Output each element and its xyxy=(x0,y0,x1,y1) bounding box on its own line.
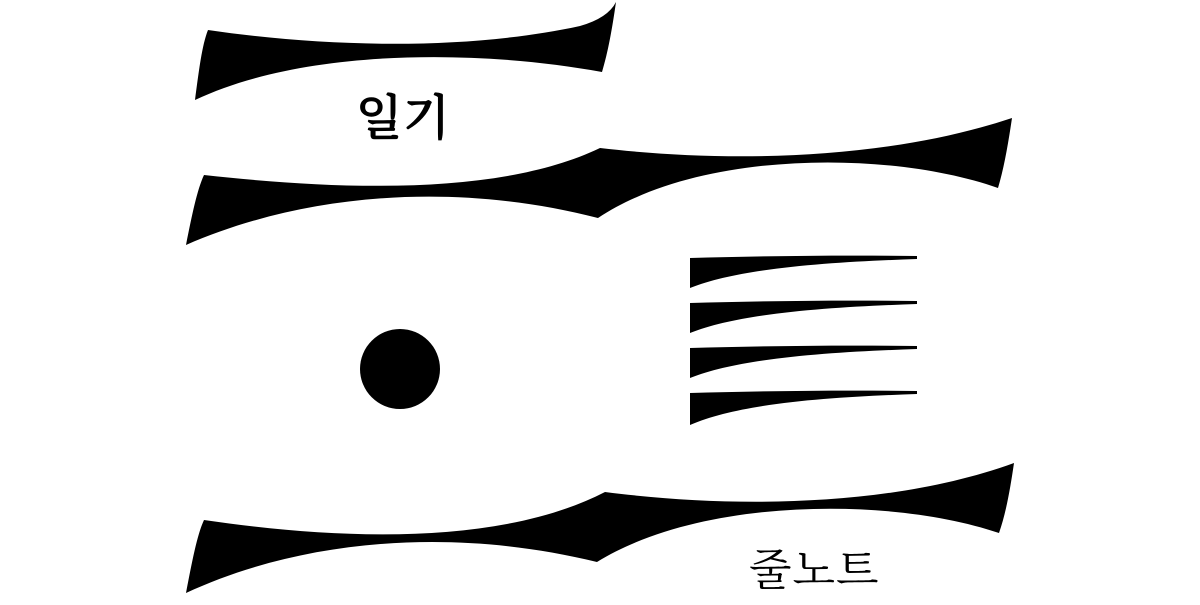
diary-label: 일기 xyxy=(356,90,451,146)
dot-icon xyxy=(360,329,440,409)
note-line-1 xyxy=(690,256,917,288)
lined-note-label: 줄노트 xyxy=(749,545,880,596)
note-line-3 xyxy=(690,346,917,378)
note-line-2 xyxy=(690,301,917,333)
brush-stroke-middle xyxy=(186,118,1012,245)
brush-stroke-bottom xyxy=(186,463,1014,596)
lined-paper-icon xyxy=(690,256,917,425)
brush-stroke-top xyxy=(195,2,616,100)
note-line-4 xyxy=(690,391,917,425)
